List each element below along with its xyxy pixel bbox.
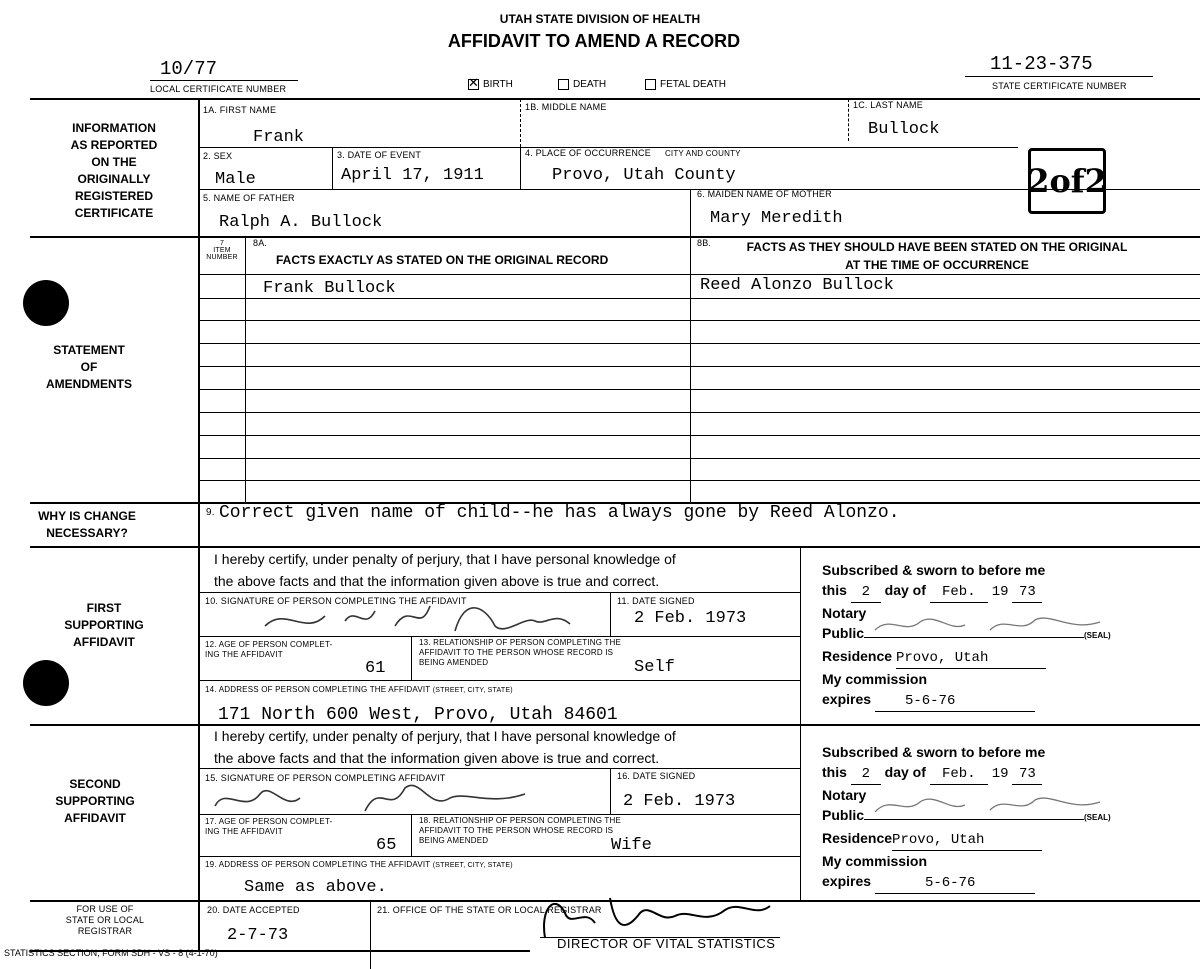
first-address-value: 171 North 600 West, Provo, Utah 84601 bbox=[218, 705, 618, 725]
second-relationship-value: Wife bbox=[611, 836, 652, 855]
middle-name-label: 1B. MIDDLE NAME bbox=[525, 102, 607, 112]
state-certificate-number: 11-23-375 bbox=[990, 53, 1093, 75]
first-age-label: 12. AGE OF PERSON COMPLET- ING THE AFFIDAVIT bbox=[205, 640, 333, 659]
amendment-corrected-value: Reed Alonzo Bullock bbox=[700, 276, 894, 295]
registrar-office-label: 21. OFFICE OF THE STATE OR LOCAL REGISTRAR bbox=[377, 905, 602, 915]
second-age-label: 17. AGE OF PERSON COMPLET- ING THE AFFIDAVIT bbox=[205, 817, 333, 836]
why-change-label: WHY IS CHANGE NECESSARY? bbox=[38, 509, 136, 540]
place-of-occurrence-value: Provo, Utah County bbox=[552, 166, 736, 185]
amendment-original-value: Frank Bullock bbox=[263, 279, 396, 298]
date-accepted-value: 2-7-73 bbox=[227, 926, 289, 945]
place-of-occurrence-label: 4. PLACE OF OCCURRENCE CITY AND COUNTY bbox=[525, 148, 741, 158]
amendments-section-label: STATEMENT OF AMENDMENTS bbox=[46, 343, 132, 391]
first-age-value: 61 bbox=[365, 659, 386, 678]
mother-maiden-name-label: 6. MAIDEN NAME OF MOTHER bbox=[697, 189, 832, 199]
checkbox-birth[interactable]: ✕ BIRTH bbox=[468, 75, 513, 91]
second-notary-signature bbox=[870, 790, 1110, 820]
father-name-value: Ralph A. Bullock bbox=[219, 213, 383, 232]
sex-value: Male bbox=[215, 170, 256, 189]
first-notary-signature bbox=[870, 610, 1110, 640]
first-date-signed-value: 2 Feb. 1973 bbox=[634, 609, 747, 628]
second-relationship-label: 18. RELATIONSHIP OF PERSON COMPLETING THE AFFIDAVIT TO THE PERSON WHOSE RECORD IS BEING AMENDED bbox=[419, 816, 622, 845]
col-8b-header: FACTS AS THEY SHOULD HAVE BEEN STATED ON THE ORIGINAL AT THE TIME OF OCCURRENCE bbox=[746, 240, 1128, 272]
item-number-label: 7 ITEM NUMBER bbox=[206, 240, 238, 261]
director-title: DIRECTOR OF VITAL STATISTICS bbox=[557, 936, 776, 951]
date-accepted-label: 20. DATE ACCEPTED bbox=[207, 905, 300, 915]
punch-hole bbox=[23, 660, 69, 706]
first-address-label: 14. ADDRESS OF PERSON COMPLETING THE AFFIDAVIT (STREET, CITY, STATE) bbox=[205, 685, 513, 694]
first-certify-text: I hereby certify, under penalty of perjury, that I have personal knowledge of the above facts and that the information given above is true and correct. bbox=[214, 551, 676, 589]
date-of-event-value: April 17, 1911 bbox=[341, 166, 484, 185]
mother-maiden-name-value: Mary Meredith bbox=[710, 209, 843, 228]
second-address-label: 19. ADDRESS OF PERSON COMPLETING THE AFFIDAVIT (STREET, CITY, STATE) bbox=[205, 860, 513, 869]
why-num: 9. bbox=[206, 507, 215, 518]
date-of-event-label: 3. DATE OF EVENT bbox=[337, 150, 422, 160]
first-affidavit-section-label: FIRST SUPPORTING AFFIDAVIT bbox=[64, 601, 144, 649]
form-title: AFFIDAVIT TO AMEND A RECORD bbox=[447, 31, 741, 51]
col-8a-num: 8A. bbox=[253, 238, 268, 248]
registrar-section-label: FOR USE OF STATE OR LOCAL REGISTRAR bbox=[65, 904, 145, 936]
second-date-signed-label: 16. DATE SIGNED bbox=[617, 771, 696, 781]
punch-hole bbox=[23, 280, 69, 326]
first-name-label: 1A. FIRST NAME bbox=[203, 105, 277, 115]
second-date-signed-value: 2 Feb. 1973 bbox=[623, 792, 736, 811]
checkbox-death[interactable]: DEATH bbox=[558, 79, 606, 90]
form-footer: STATISTICS SECTION, FORM SDH - VS - 8 (4-1-70) bbox=[4, 948, 218, 958]
second-age-value: 65 bbox=[376, 836, 397, 855]
last-name-label: 1C. LAST NAME bbox=[853, 100, 923, 110]
checkbox-fetal-death[interactable]: FETAL DEATH bbox=[645, 79, 726, 90]
col-8a-header: FACTS EXACTLY AS STATED ON THE ORIGINAL RECORD bbox=[276, 253, 609, 267]
second-address-value: Same as above. bbox=[244, 878, 387, 897]
first-relationship-value: Self bbox=[634, 658, 675, 677]
second-signature-label: 15. SIGNATURE OF PERSON COMPLETING AFFIDAVIT bbox=[205, 773, 446, 783]
first-signature bbox=[255, 596, 585, 641]
agency-name: UTAH STATE DIVISION OF HEALTH bbox=[499, 12, 701, 26]
second-notary-block: Subscribed & sworn to before me this 2 day of Feb. 19 73 Notary Public (SEAL) ResidenceProvo, Utah My commission expires 5-6-76 bbox=[822, 742, 1192, 894]
why-change-text: Correct given name of child--he has always gone by Reed Alonzo. bbox=[219, 503, 900, 523]
second-affidavit-section-label: SECOND SUPPORTING AFFIDAVIT bbox=[55, 777, 135, 825]
original-info-section-label: INFORMATION AS REPORTED ON THE ORIGINALLY REGISTERED CERTIFICATE bbox=[70, 121, 158, 220]
state-certificate-label: STATE CERTIFICATE NUMBER bbox=[992, 81, 1127, 91]
first-signature-label: 10. SIGNATURE OF PERSON COMPLETING THE AFFIDAVIT bbox=[205, 596, 467, 606]
first-name-value: Frank bbox=[253, 128, 305, 147]
local-certificate-number: 10/77 bbox=[160, 58, 218, 80]
last-name-value: Bullock bbox=[868, 120, 940, 139]
local-certificate-label: LOCAL CERTIFICATE NUMBER bbox=[150, 84, 287, 94]
sex-label: 2. SEX bbox=[203, 151, 233, 161]
first-relationship-label: 13. RELATIONSHIP OF PERSON COMPLETING THE AFFIDAVIT TO THE PERSON WHOSE RECORD IS BEING AMENDED bbox=[419, 638, 622, 667]
second-certify-text: I hereby certify, under penalty of perjury, that I have personal knowledge of the above facts and that the information given above is true and correct. bbox=[214, 728, 676, 766]
col-8b-num: 8B. bbox=[697, 238, 712, 248]
first-notary-block: Subscribed & sworn to before me this 2 day of Feb. 19 73 Notary Public (SEAL) Residence Provo, Utah My commission expires 5-6-76 bbox=[822, 560, 1192, 712]
first-date-signed-label: 11. DATE SIGNED bbox=[617, 596, 695, 606]
page-stamp: 2of2 bbox=[1028, 148, 1106, 214]
father-name-label: 5. NAME OF FATHER bbox=[203, 193, 295, 203]
